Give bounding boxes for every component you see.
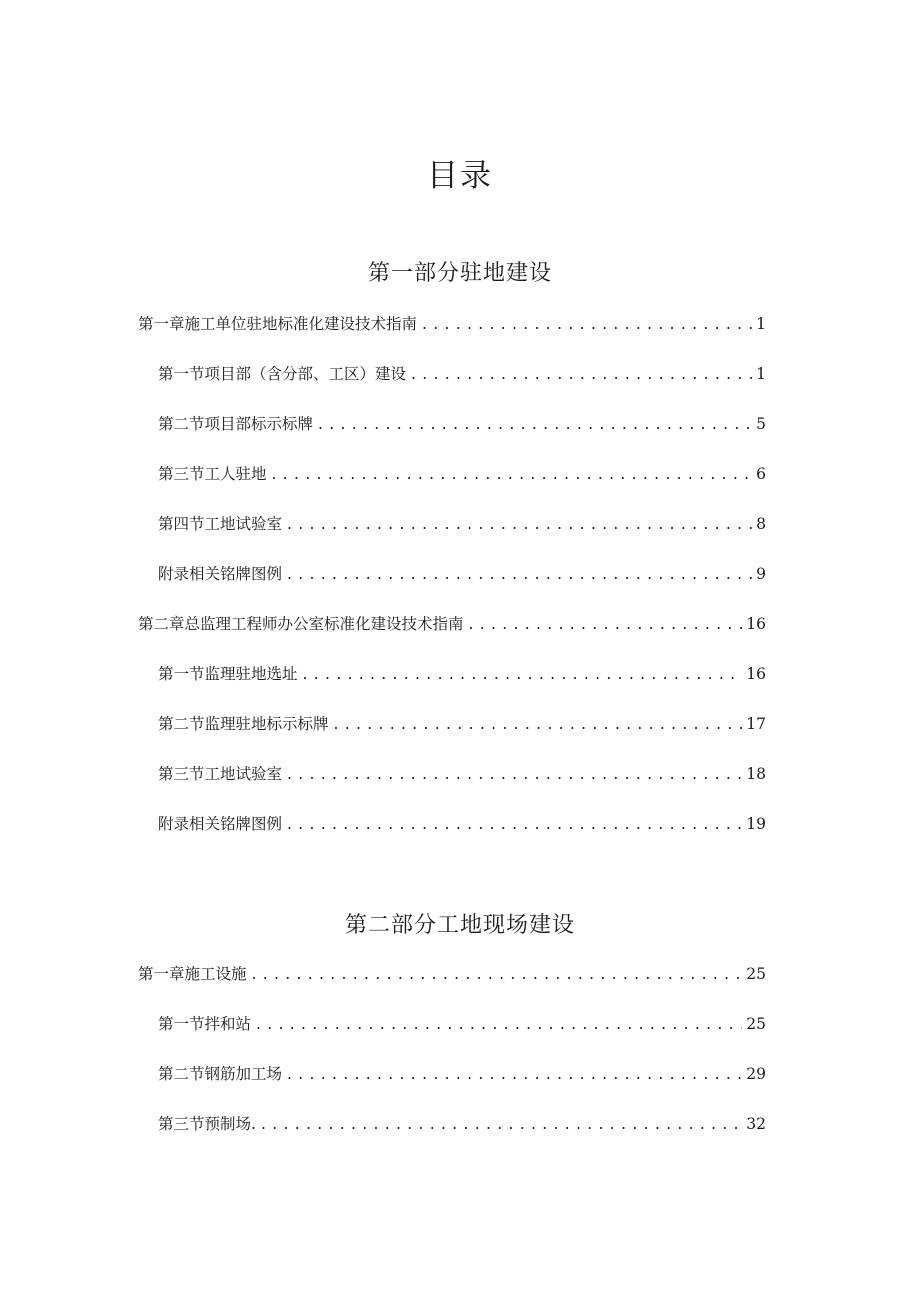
part-heading-2: 第二部分工地现场建设 bbox=[344, 913, 575, 938]
dot-leader bbox=[252, 964, 743, 984]
toc-entry[interactable] bbox=[158, 564, 766, 584]
toc-entry-title: 第一节拌和站 bbox=[158, 1015, 252, 1033]
toc-entry[interactable] bbox=[158, 1114, 766, 1134]
toc-entry-page: 32 bbox=[746, 1115, 766, 1133]
dot-leader bbox=[469, 614, 743, 634]
toc-entry[interactable] bbox=[158, 364, 766, 384]
toc-entry-page: 17 bbox=[746, 715, 766, 733]
toc-entry-page: 25 bbox=[746, 1015, 766, 1033]
toc-entry-page: 6 bbox=[756, 465, 766, 483]
dot-leader bbox=[334, 714, 743, 734]
toc-entry[interactable] bbox=[138, 614, 766, 634]
toc-entry[interactable] bbox=[158, 814, 766, 834]
toc-entry-title: 第三节预制场. bbox=[158, 1115, 256, 1133]
dot-leader bbox=[411, 364, 752, 384]
toc-entry-title: 第二节钢筋加工场 bbox=[158, 1065, 283, 1083]
toc-entry-title: 第三节工人驻地 bbox=[158, 465, 267, 483]
toc-entry-page: 8 bbox=[756, 515, 766, 533]
dot-leader bbox=[287, 514, 752, 534]
toc-entry-page: 16 bbox=[746, 615, 766, 633]
toc-entry[interactable] bbox=[158, 664, 766, 684]
toc-entry-title: 第二节项目部标示标牌 bbox=[158, 415, 314, 433]
toc-entry[interactable] bbox=[158, 1014, 766, 1034]
toc-entry-page: 1 bbox=[756, 315, 766, 333]
dot-leader bbox=[261, 1114, 742, 1134]
toc-entry-title: 第四节工地试验室 bbox=[158, 515, 283, 533]
toc-entry-page: 29 bbox=[746, 1065, 766, 1083]
toc-entry[interactable] bbox=[158, 714, 766, 734]
dot-leader bbox=[287, 764, 742, 784]
dot-leader bbox=[422, 314, 752, 334]
toc-entry-page: 5 bbox=[756, 415, 766, 433]
toc-entry[interactable] bbox=[158, 464, 766, 484]
toc-entry-title: 第一章施工单位驻地标准化建设技术指南 bbox=[138, 315, 418, 333]
dot-leader bbox=[272, 464, 753, 484]
toc-entry-title: 第一节监理驻地选址 bbox=[158, 665, 298, 683]
toc-entry-page: 16 bbox=[746, 665, 766, 683]
toc-entry-title: 第三节工地试验室 bbox=[158, 765, 283, 783]
toc-entry-title: 附录相关铭牌图例 bbox=[158, 815, 283, 833]
toc-entry[interactable] bbox=[138, 314, 766, 334]
toc-entry-page: 18 bbox=[746, 765, 766, 783]
page-title: 目录 bbox=[427, 158, 493, 194]
dot-leader bbox=[256, 1014, 742, 1034]
dot-leader bbox=[287, 1064, 742, 1084]
toc-entry[interactable] bbox=[158, 414, 766, 434]
toc-entry-page: 19 bbox=[746, 815, 766, 833]
toc-entry-title: 第一章施工设施 bbox=[138, 965, 247, 983]
dot-leader bbox=[287, 814, 742, 834]
toc-entry-title: 第一节项目部（含分部、工区）建设 bbox=[158, 365, 407, 383]
toc-entry[interactable] bbox=[138, 964, 766, 984]
toc-entry[interactable] bbox=[158, 1064, 766, 1084]
dot-leader bbox=[287, 564, 752, 584]
dot-leader bbox=[303, 664, 743, 684]
toc-entry-title: 附录相关铭牌图例 bbox=[158, 565, 283, 583]
toc-entry[interactable] bbox=[158, 514, 766, 534]
toc-entry[interactable] bbox=[158, 764, 766, 784]
toc-entry-page: 9 bbox=[756, 565, 766, 583]
toc-entry-page: 1 bbox=[756, 365, 766, 383]
toc-entry-title: 第二节监理驻地标示标牌 bbox=[158, 715, 329, 733]
toc-entry-title: 第二章总监理工程师办公室标准化建设技术指南 bbox=[138, 615, 464, 633]
part-heading-1: 第一部分驻地建设 bbox=[367, 261, 552, 286]
dot-leader bbox=[318, 414, 752, 434]
toc-entry-page: 25 bbox=[746, 965, 766, 983]
